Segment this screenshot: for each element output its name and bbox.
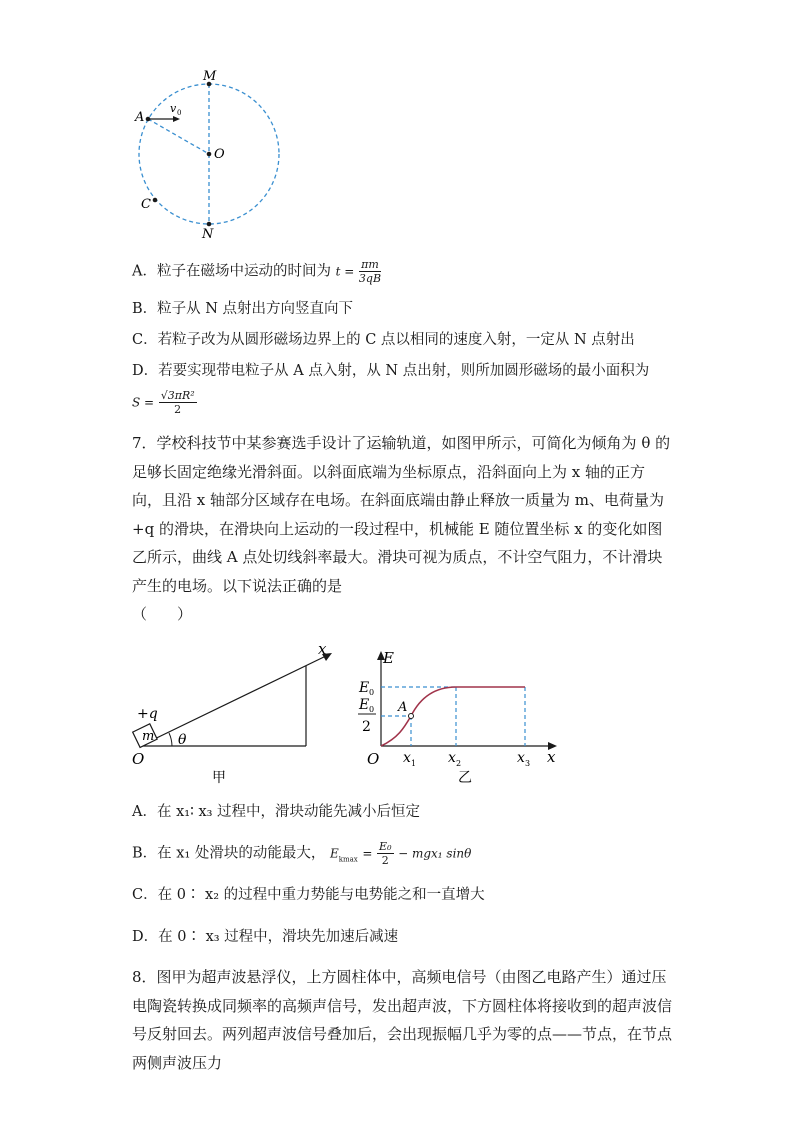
q7-option-A: A．在 x₁∶ x₃ 过程中，滑块动能先减小后恒定 bbox=[132, 804, 421, 820]
label-origin-jia: O bbox=[132, 750, 145, 768]
label-x3: x bbox=[517, 750, 525, 766]
q7-option-B-lhs: E bbox=[329, 846, 339, 861]
point-A-on-curve bbox=[409, 714, 414, 719]
q7-option-B-denominator: 2 bbox=[381, 854, 389, 867]
caption-yi: 乙 bbox=[458, 770, 472, 786]
label-half-E0-num: E bbox=[359, 697, 370, 713]
label-N: N bbox=[202, 227, 214, 242]
q6-option-A-lhs: t = bbox=[335, 264, 355, 279]
label-x2: x bbox=[448, 750, 456, 766]
q7-option-B-fraction bbox=[377, 840, 393, 867]
q7-stem-text: 7．学校科技节中某参赛选手设计了运输轨道，如图甲所示，可简化为倾角为 θ 的足够长固定绝缘光滑斜面。以斜面底端为坐标原点，沿斜面向上为 x 轴的正方向，且沿 x 轴部分区域存在电场。在斜面底端由静止释放一质量为 m、电荷量为 +q 的滑块，在滑块向上运动的一段过程中，机械能 E 随位置坐标 x 的变化如图乙所示，曲线 A 点处切线斜率最大。滑块可视为质点，不计空气阻力，不计滑块产生的电场。以下说法正确的是 bbox=[132, 434, 671, 595]
label-v0: v bbox=[170, 102, 177, 115]
q6-option-D: D．若要实现带电粒子从 A 点入射，从 N 点出射，则所加圆形磁场的最小面积为 bbox=[132, 363, 650, 379]
label-x2-subscript: 2 bbox=[456, 759, 462, 768]
q7-option-B-text: B．在 x₁ 处滑块的动能最大， bbox=[132, 845, 326, 862]
label-E-axis: E bbox=[383, 649, 394, 667]
label-M: M bbox=[203, 69, 217, 84]
q7-option-B-rest: − mgx₁ sinθ bbox=[398, 846, 472, 861]
q6-option-C: C．若粒子改为从圆形磁场边界上的 C 点以相同的速度入射，一定从 N 点射出 bbox=[132, 332, 635, 348]
label-x1: x bbox=[403, 750, 411, 766]
label-m: m bbox=[142, 729, 155, 744]
label-plus-q: +q bbox=[137, 706, 158, 722]
label-E0: E bbox=[359, 680, 370, 696]
label-O: O bbox=[214, 147, 225, 162]
label-theta: θ bbox=[178, 732, 187, 748]
label-A-on-curve: A bbox=[398, 700, 408, 715]
q7-option-C: C．在 0∶ x₂ 的过程中重力势能与电势能之和一直增大 bbox=[132, 887, 485, 903]
label-A: A bbox=[135, 110, 145, 125]
q6-option-A-text: A．粒子在磁场中运动的时间为 bbox=[132, 263, 331, 280]
label-half-E0-den: 2 bbox=[362, 719, 371, 735]
q7-bracket: （ ） bbox=[132, 605, 193, 623]
label-x-graph-axis: x bbox=[547, 748, 556, 766]
label-E0-subscript: 0 bbox=[369, 688, 375, 697]
q7-option-B-numerator: E₀ bbox=[379, 840, 392, 853]
label-half-E0-subscript: 0 bbox=[369, 705, 375, 714]
caption-jia: 甲 bbox=[212, 770, 226, 786]
q7-option-B-equals: = bbox=[362, 846, 373, 861]
q6-option-A-numerator: πm bbox=[359, 258, 381, 272]
q6-option-D-numerator: √3πR² bbox=[160, 389, 195, 402]
label-x3-subscript: 3 bbox=[525, 759, 531, 768]
q8-stem: 8．图甲为超声波悬浮仪，上方圆柱体中，高频电信号（由图乙电路产生）通过压电陶瓷转换成同频率的高频声信号，发出超声波，下方圆柱体将接收到的超声波信号反射回去。两列超声波信号叠加后，会出现振幅几乎为零的点——节点，在节点两侧声波压力 bbox=[132, 968, 673, 1072]
q6-option-A-denominator: 3qB bbox=[358, 272, 382, 285]
label-origin-yi: O bbox=[367, 750, 380, 768]
q7-option-B bbox=[132, 840, 471, 867]
q6-option-B: B．粒子从 N 点射出方向竖直向下 bbox=[132, 301, 354, 317]
label-C: C bbox=[141, 197, 151, 212]
label-x1-subscript: 1 bbox=[411, 759, 417, 768]
label-v0-subscript: 0 bbox=[177, 109, 182, 117]
q6-option-D-lhs: S = bbox=[132, 395, 155, 410]
q6-option-D-denominator: 2 bbox=[174, 403, 182, 416]
label-x-axis: x bbox=[318, 640, 327, 658]
q7-option-B-lhs-sub: kmax bbox=[338, 855, 358, 864]
q7-option-D: D．在 0∶ x₃ 过程中，滑块先加速后减速 bbox=[132, 929, 399, 945]
